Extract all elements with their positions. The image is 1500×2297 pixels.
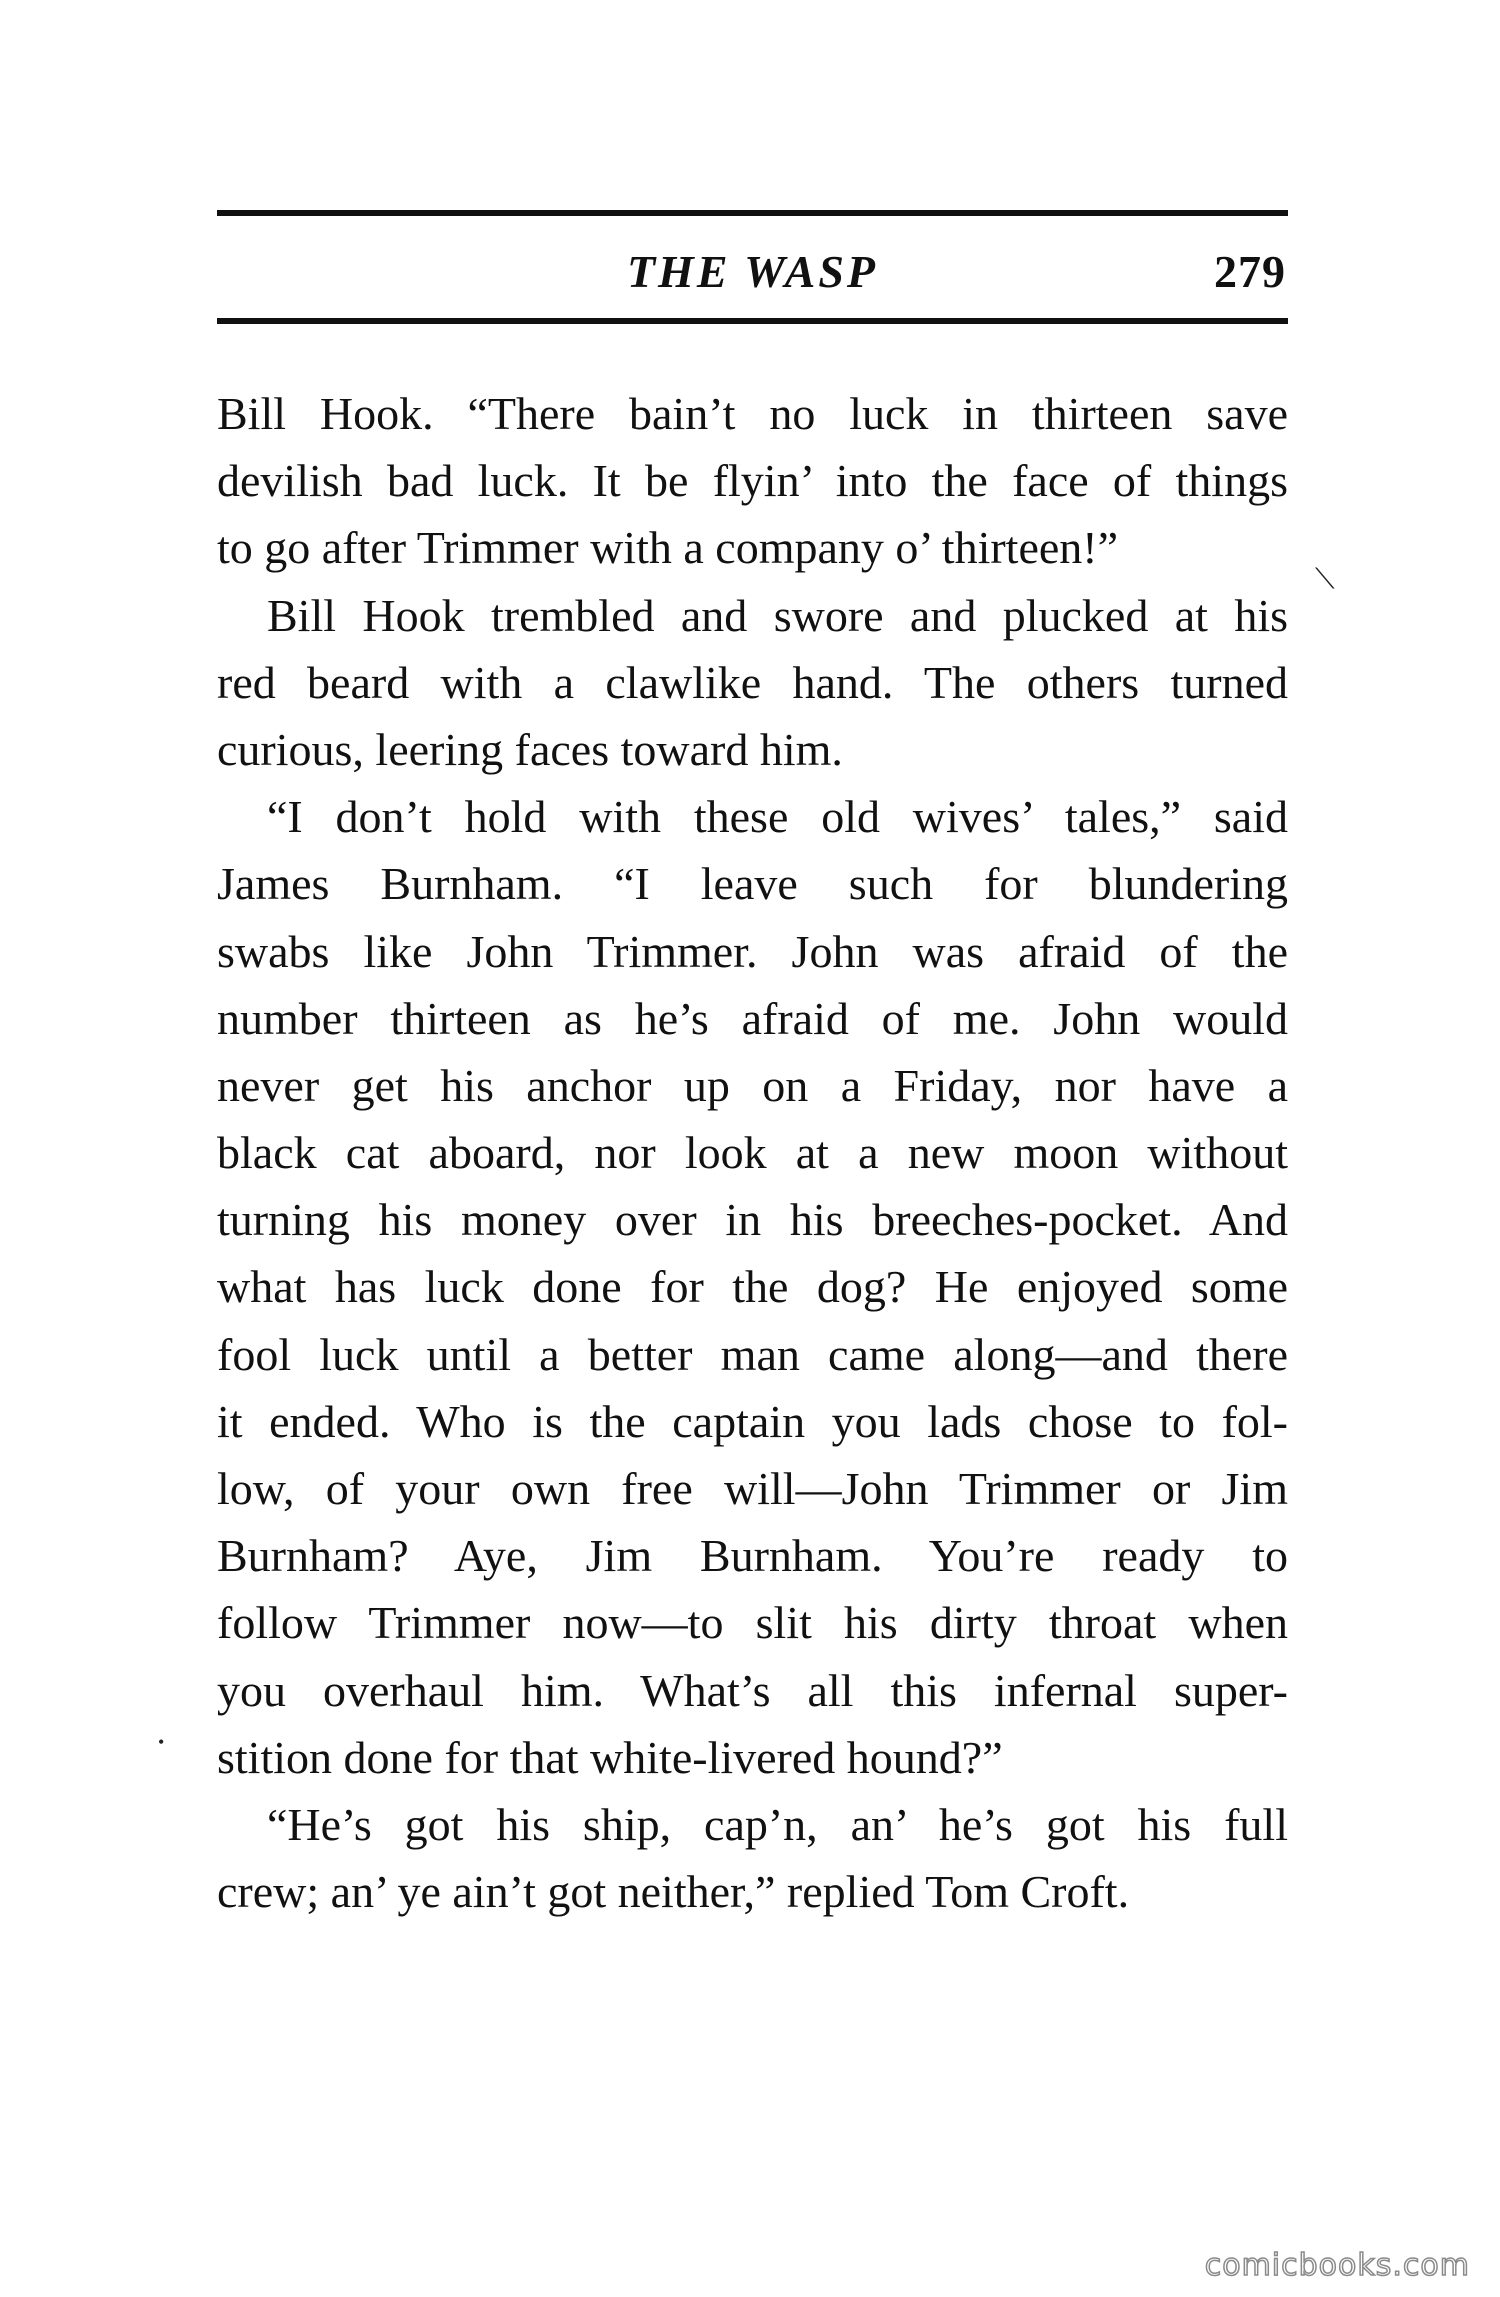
text-line: number thirteen as he’s afraid of me. John would [217, 992, 1288, 1044]
text-line: curious, leering faces toward him. [217, 723, 843, 775]
text-line: Burnham? Aye, Jim Burnham. You’re ready to [217, 1530, 1288, 1582]
text-line: follow Trimmer now—to slit his dirty throat when [217, 1597, 1288, 1649]
text-line: to go after Trimmer with a company o’ thirteen!” [217, 522, 1119, 574]
running-head [217, 238, 1288, 306]
text-line: swabs like John Trimmer. John was afraid of the [217, 925, 1288, 977]
header-bottom-rule [217, 318, 1288, 324]
text-line: “He’s got his ship, cap’n, an’ he’s got his full [267, 1798, 1288, 1850]
text-line: stition done for that white-livered hound?” [217, 1731, 1003, 1783]
running-title: THE WASP [626, 246, 879, 297]
text-line: fool luck until a better man came along—and there [217, 1328, 1288, 1380]
header-top-rule [217, 210, 1288, 216]
text-line: turning his money over in his breeches-pocket. And [217, 1194, 1288, 1246]
text-line: devilish bad luck. It be flyin’ into the face of things [217, 455, 1288, 507]
text-line: James Burnham. “I leave such for blundering [217, 858, 1288, 910]
text-line: Bill Hook trembled and swore and plucked at his [267, 589, 1288, 641]
text-line: it ended. Who is the captain you lads chose to fol- [217, 1395, 1288, 1447]
page-number: 279 [1214, 246, 1286, 297]
text-line: crew; an’ ye ain’t got neither,” replied Tom Croft. [217, 1866, 1130, 1918]
text-line: red beard with a clawlike hand. The others turned [217, 656, 1288, 708]
scan-dot-mark: • [158, 1732, 165, 1752]
text-line: Bill Hook. “There bain’t no luck in thirteen save [217, 388, 1288, 439]
text-line: never get his anchor up on a Friday, nor have a [217, 1059, 1288, 1111]
text-line: you overhaul him. What’s all this infernal super- [217, 1664, 1288, 1716]
text-line: what has luck done for the dog? He enjoyed some [217, 1261, 1288, 1313]
scan-speck-mark: ⟍ [1315, 564, 1335, 595]
text-line: black cat aboard, nor look at a new moon without [217, 1127, 1288, 1179]
text-line: “I don’t hold with these old wives’ tales,” said [267, 791, 1288, 843]
watermark: comicbooks.com [1204, 2248, 1470, 2283]
text-line: low, of your own free will—John Trimmer or Jim [217, 1463, 1288, 1514]
body-text [217, 380, 1288, 1925]
